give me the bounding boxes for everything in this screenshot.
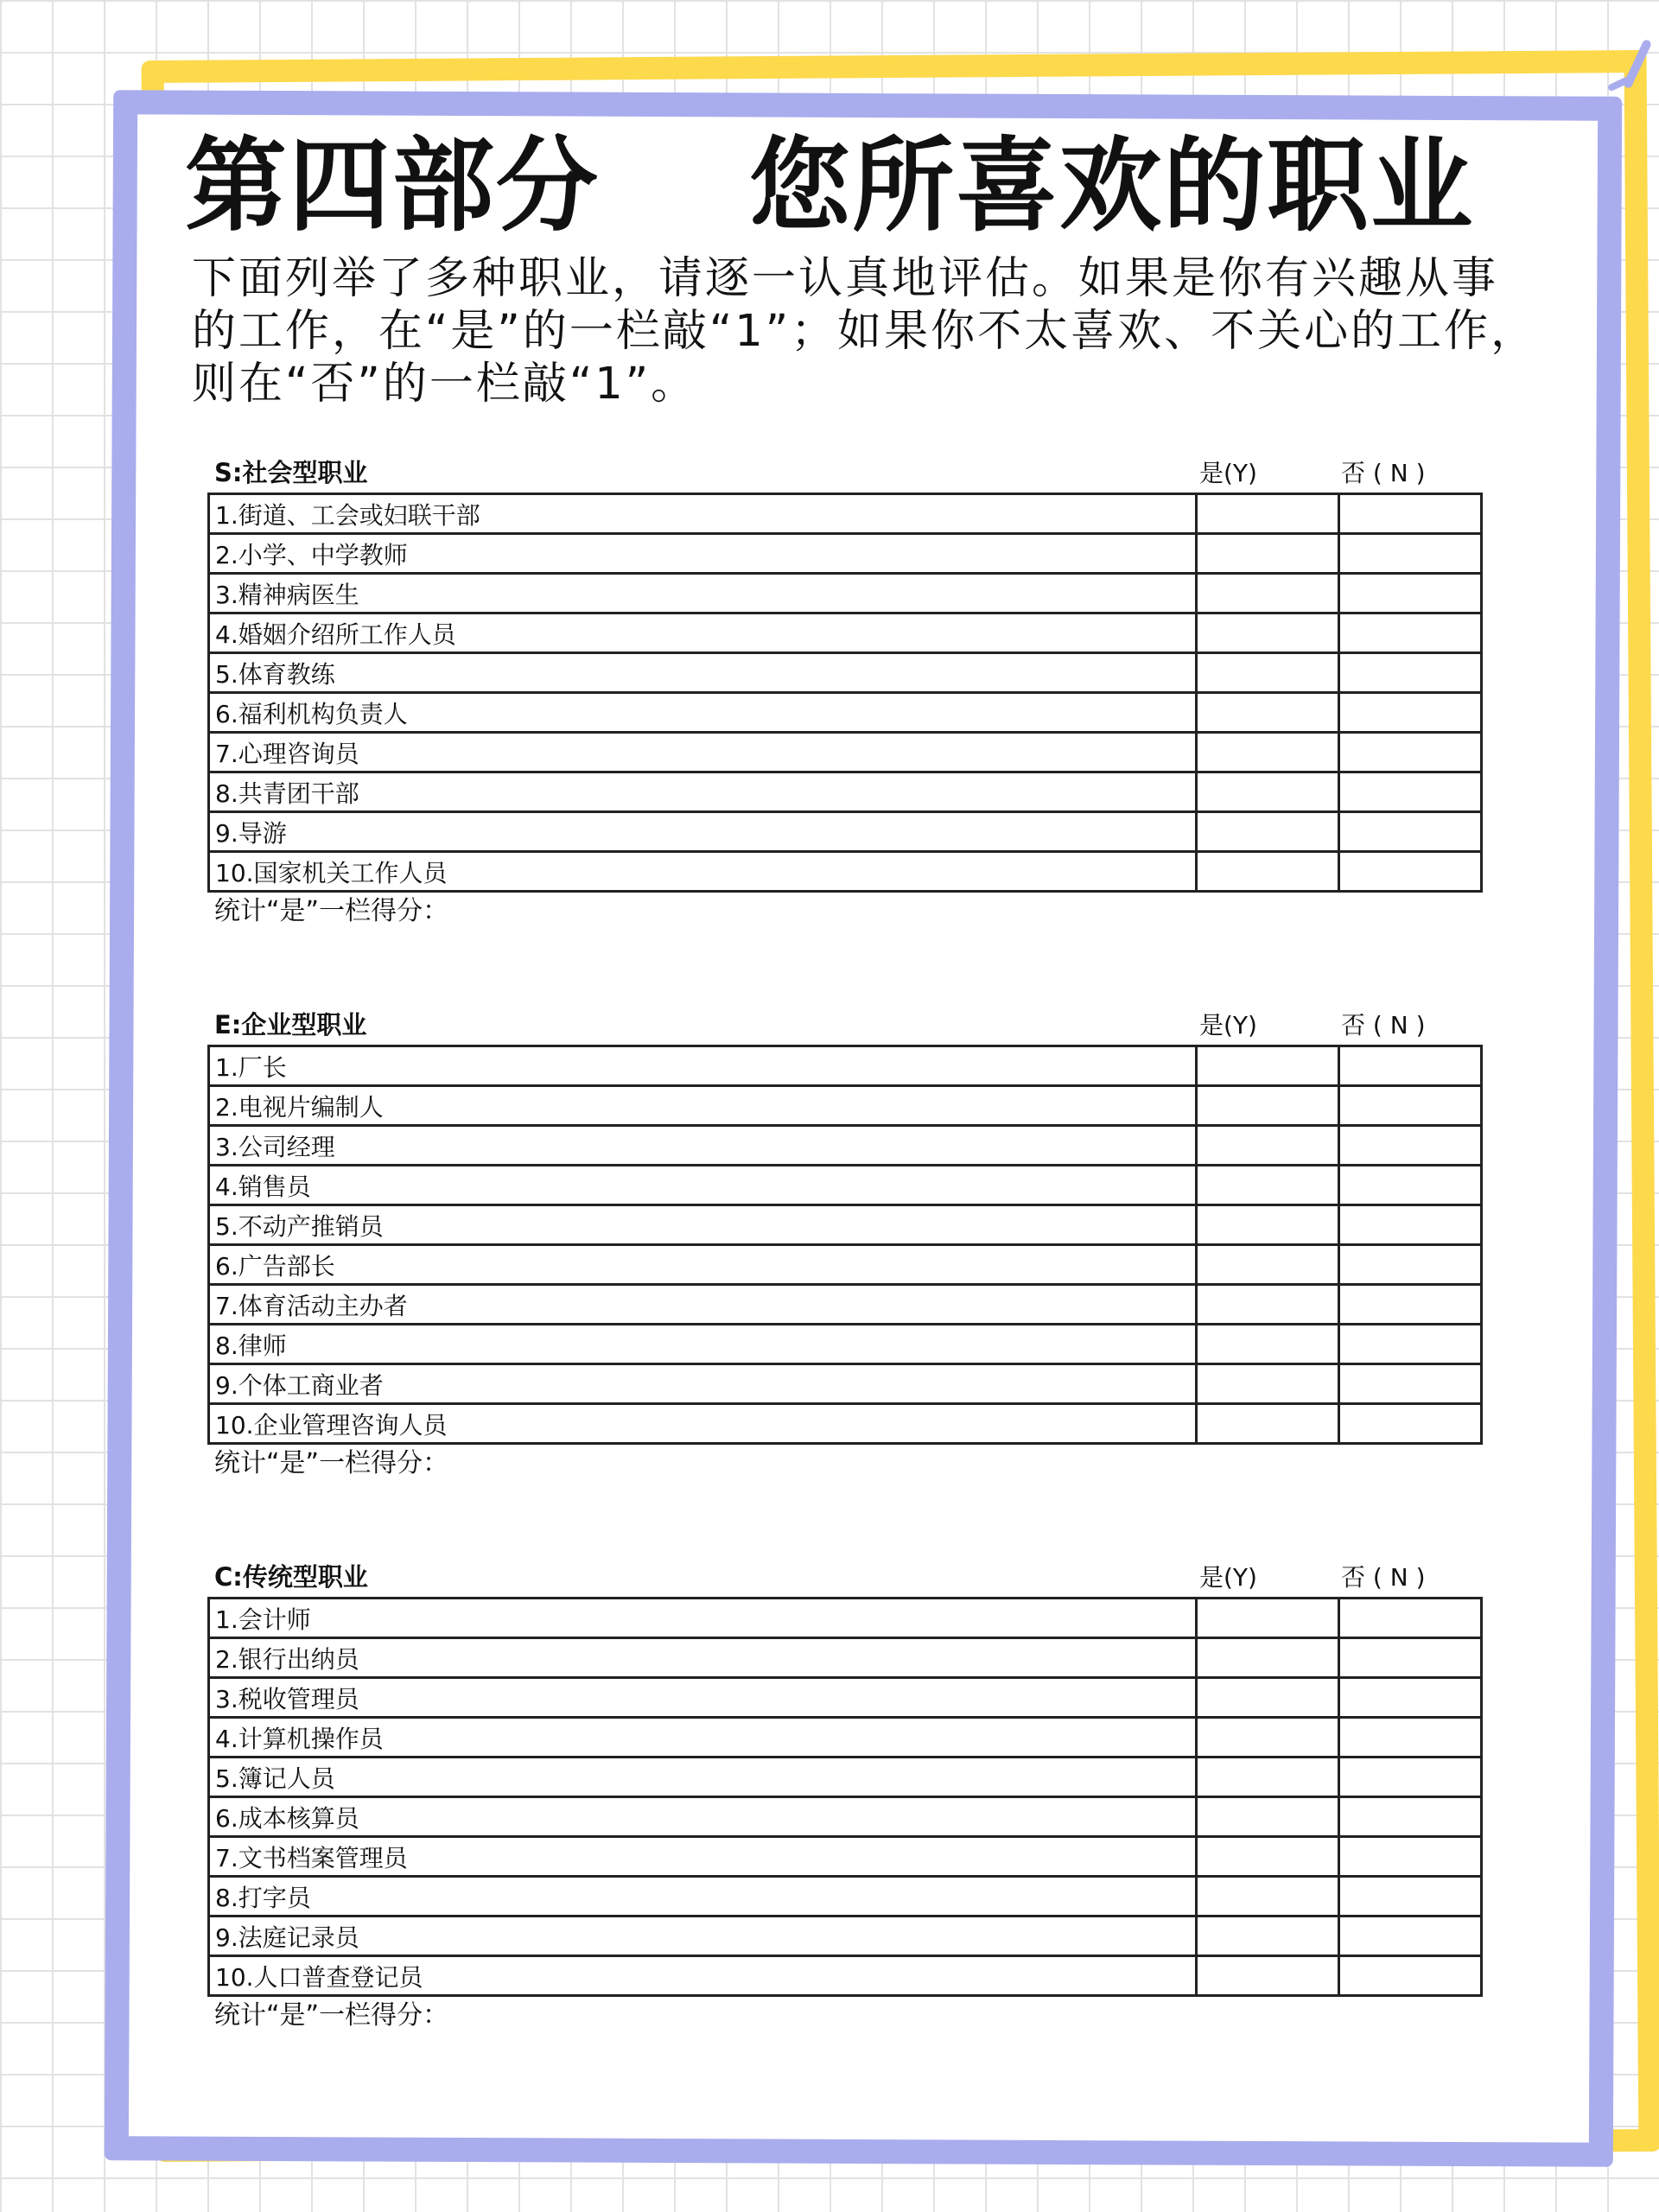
table-row	[209, 812, 1482, 852]
no-cell[interactable]	[1339, 1678, 1482, 1718]
no-cell[interactable]	[1339, 534, 1482, 574]
table-row	[209, 1638, 1482, 1678]
yes-cell[interactable]	[1197, 1245, 1339, 1285]
yes-cell[interactable]	[1197, 1956, 1339, 1996]
job-cell: 10.企业管理咨询人员	[209, 1404, 1197, 1444]
table-row	[209, 1046, 1482, 1086]
table-row	[209, 1678, 1482, 1718]
table-row	[209, 1956, 1482, 1996]
no-cell[interactable]	[1339, 613, 1482, 653]
no-cell[interactable]	[1339, 1245, 1482, 1285]
no-cell[interactable]	[1339, 574, 1482, 613]
no-cell[interactable]	[1339, 1956, 1482, 1996]
no-cell[interactable]	[1339, 653, 1482, 693]
no-cell[interactable]	[1339, 1837, 1482, 1877]
column-header-no: 否 ( N )	[1341, 459, 1426, 487]
job-cell: 5.不动产推销员	[209, 1205, 1197, 1245]
table-row	[209, 1877, 1482, 1916]
table-row	[209, 574, 1482, 613]
no-cell[interactable]	[1339, 852, 1482, 892]
table-row	[209, 1404, 1482, 1444]
no-cell[interactable]	[1339, 1126, 1482, 1166]
yes-cell[interactable]	[1197, 1404, 1339, 1444]
yes-cell[interactable]	[1197, 1837, 1339, 1877]
yes-cell[interactable]	[1197, 613, 1339, 653]
no-cell[interactable]	[1339, 1285, 1482, 1325]
job-cell: 4.销售员	[209, 1166, 1197, 1205]
section-enterprising	[207, 1008, 1478, 1483]
yes-cell[interactable]	[1197, 1599, 1339, 1638]
table-row	[209, 1364, 1482, 1404]
table-row	[209, 1245, 1482, 1285]
table-row	[209, 1916, 1482, 1956]
yes-cell[interactable]	[1197, 1758, 1339, 1797]
job-cell: 4.婚姻介绍所工作人员	[209, 613, 1197, 653]
no-cell[interactable]	[1339, 1046, 1482, 1086]
job-table	[207, 493, 1483, 893]
no-cell[interactable]	[1339, 772, 1482, 812]
no-cell[interactable]	[1339, 1325, 1482, 1364]
table-row	[209, 1285, 1482, 1325]
job-cell: 6.成本核算员	[209, 1797, 1197, 1837]
no-cell[interactable]	[1339, 1758, 1482, 1797]
job-cell: 4.计算机操作员	[209, 1718, 1197, 1758]
table-row	[209, 613, 1482, 653]
job-cell: 3.税收管理员	[209, 1678, 1197, 1718]
no-cell[interactable]	[1339, 1404, 1482, 1444]
section-conventional	[207, 1560, 1478, 2035]
job-cell: 7.文书档案管理员	[209, 1837, 1197, 1877]
job-cell: 1.厂长	[209, 1046, 1197, 1086]
job-cell: 5.体育教练	[209, 653, 1197, 693]
table-row	[209, 1086, 1482, 1126]
no-cell[interactable]	[1339, 1916, 1482, 1956]
yes-cell[interactable]	[1197, 1126, 1339, 1166]
no-cell[interactable]	[1339, 812, 1482, 852]
no-cell[interactable]	[1339, 1166, 1482, 1205]
table-row	[209, 1837, 1482, 1877]
yes-cell[interactable]	[1197, 1718, 1339, 1758]
table-row	[209, 733, 1482, 772]
no-cell[interactable]	[1339, 1638, 1482, 1678]
table-row	[209, 1718, 1482, 1758]
table-row	[209, 1325, 1482, 1364]
score-label: 统计“是”一栏得分：	[214, 2000, 449, 2031]
yes-cell[interactable]	[1197, 693, 1339, 733]
yes-cell[interactable]	[1197, 733, 1339, 772]
job-cell: 3.公司经理	[209, 1126, 1197, 1166]
job-cell: 2.银行出纳员	[209, 1638, 1197, 1678]
job-cell: 8.律师	[209, 1325, 1197, 1364]
no-cell[interactable]	[1339, 1797, 1482, 1837]
job-cell: 7.体育活动主办者	[209, 1285, 1197, 1325]
no-cell[interactable]	[1339, 1718, 1482, 1758]
table-row	[209, 852, 1482, 892]
yes-cell[interactable]	[1197, 1364, 1339, 1404]
job-cell: 3.精神病医生	[209, 574, 1197, 613]
yes-cell[interactable]	[1197, 1325, 1339, 1364]
table-row	[209, 1599, 1482, 1638]
job-cell: 5.簿记人员	[209, 1758, 1197, 1797]
column-header-yes: 是(Y)	[1199, 1563, 1257, 1592]
table-row	[209, 1758, 1482, 1797]
yes-cell[interactable]	[1197, 1916, 1339, 1956]
yes-cell[interactable]	[1197, 1046, 1339, 1086]
yes-cell[interactable]	[1197, 1678, 1339, 1718]
table-row	[209, 1166, 1482, 1205]
job-cell: 2.小学、中学教师	[209, 534, 1197, 574]
job-cell: 8.打字员	[209, 1877, 1197, 1916]
yes-cell[interactable]	[1197, 494, 1339, 534]
section-title: C:传统型职业	[214, 1562, 368, 1592]
instructions-text: 下面列举了多种职业，请逐一认真地评估。如果是你有兴趣从事的工作，在“是”的一栏敲“1”；如果你不太喜欢、不关心的工作，则在“否”的一栏敲“1”。	[192, 253, 1538, 410]
yes-cell[interactable]	[1197, 852, 1339, 892]
job-table	[207, 1045, 1483, 1445]
job-cell: 9.个体工商业者	[209, 1364, 1197, 1404]
job-table	[207, 1597, 1483, 1997]
job-cell: 7.心理咨询员	[209, 733, 1197, 772]
table-row	[209, 534, 1482, 574]
yes-cell[interactable]	[1197, 1638, 1339, 1678]
yes-cell[interactable]	[1197, 653, 1339, 693]
score-label: 统计“是”一栏得分：	[214, 896, 449, 926]
job-cell: 6.广告部长	[209, 1245, 1197, 1285]
table-row	[209, 772, 1482, 812]
no-cell[interactable]	[1339, 733, 1482, 772]
yes-cell[interactable]	[1197, 1285, 1339, 1325]
no-cell[interactable]	[1339, 1086, 1482, 1126]
table-row	[209, 1126, 1482, 1166]
column-header-no: 否 ( N )	[1341, 1563, 1426, 1592]
yes-cell[interactable]	[1197, 1086, 1339, 1126]
table-row	[209, 1205, 1482, 1245]
table-row	[209, 1797, 1482, 1837]
yes-cell[interactable]	[1197, 1166, 1339, 1205]
yes-cell[interactable]	[1197, 812, 1339, 852]
yes-cell[interactable]	[1197, 1205, 1339, 1245]
no-cell[interactable]	[1339, 494, 1482, 534]
job-cell: 2.电视片编制人	[209, 1086, 1197, 1126]
table-row	[209, 693, 1482, 733]
job-cell: 10.人口普查登记员	[209, 1956, 1197, 1996]
section-social	[207, 456, 1478, 931]
score-label: 统计“是”一栏得分：	[214, 1448, 449, 1478]
section-title: S:社会型职业	[214, 458, 368, 487]
yes-cell[interactable]	[1197, 1877, 1339, 1916]
no-cell[interactable]	[1339, 693, 1482, 733]
job-cell: 1.会计师	[209, 1599, 1197, 1638]
column-header-no: 否 ( N )	[1341, 1011, 1426, 1039]
column-header-yes: 是(Y)	[1199, 459, 1257, 487]
section-title: E:企业型职业	[214, 1010, 367, 1039]
yes-cell[interactable]	[1197, 1797, 1339, 1837]
no-cell[interactable]	[1339, 1364, 1482, 1404]
yes-cell[interactable]	[1197, 534, 1339, 574]
job-cell: 10.国家机关工作人员	[209, 852, 1197, 892]
job-cell: 9.导游	[209, 812, 1197, 852]
job-cell: 9.法庭记录员	[209, 1916, 1197, 1956]
no-cell[interactable]	[1339, 1599, 1482, 1638]
job-cell: 6.福利机构负责人	[209, 693, 1197, 733]
yes-cell[interactable]	[1197, 772, 1339, 812]
no-cell[interactable]	[1339, 1205, 1482, 1245]
yes-cell[interactable]	[1197, 574, 1339, 613]
page-title: 第四部分 您所喜欢的职业	[184, 126, 1475, 245]
job-cell: 8.共青团干部	[209, 772, 1197, 812]
table-row	[209, 494, 1482, 534]
no-cell[interactable]	[1339, 1877, 1482, 1916]
job-cell: 1.街道、工会或妇联干部	[209, 494, 1197, 534]
column-header-yes: 是(Y)	[1199, 1011, 1257, 1039]
table-row	[209, 653, 1482, 693]
